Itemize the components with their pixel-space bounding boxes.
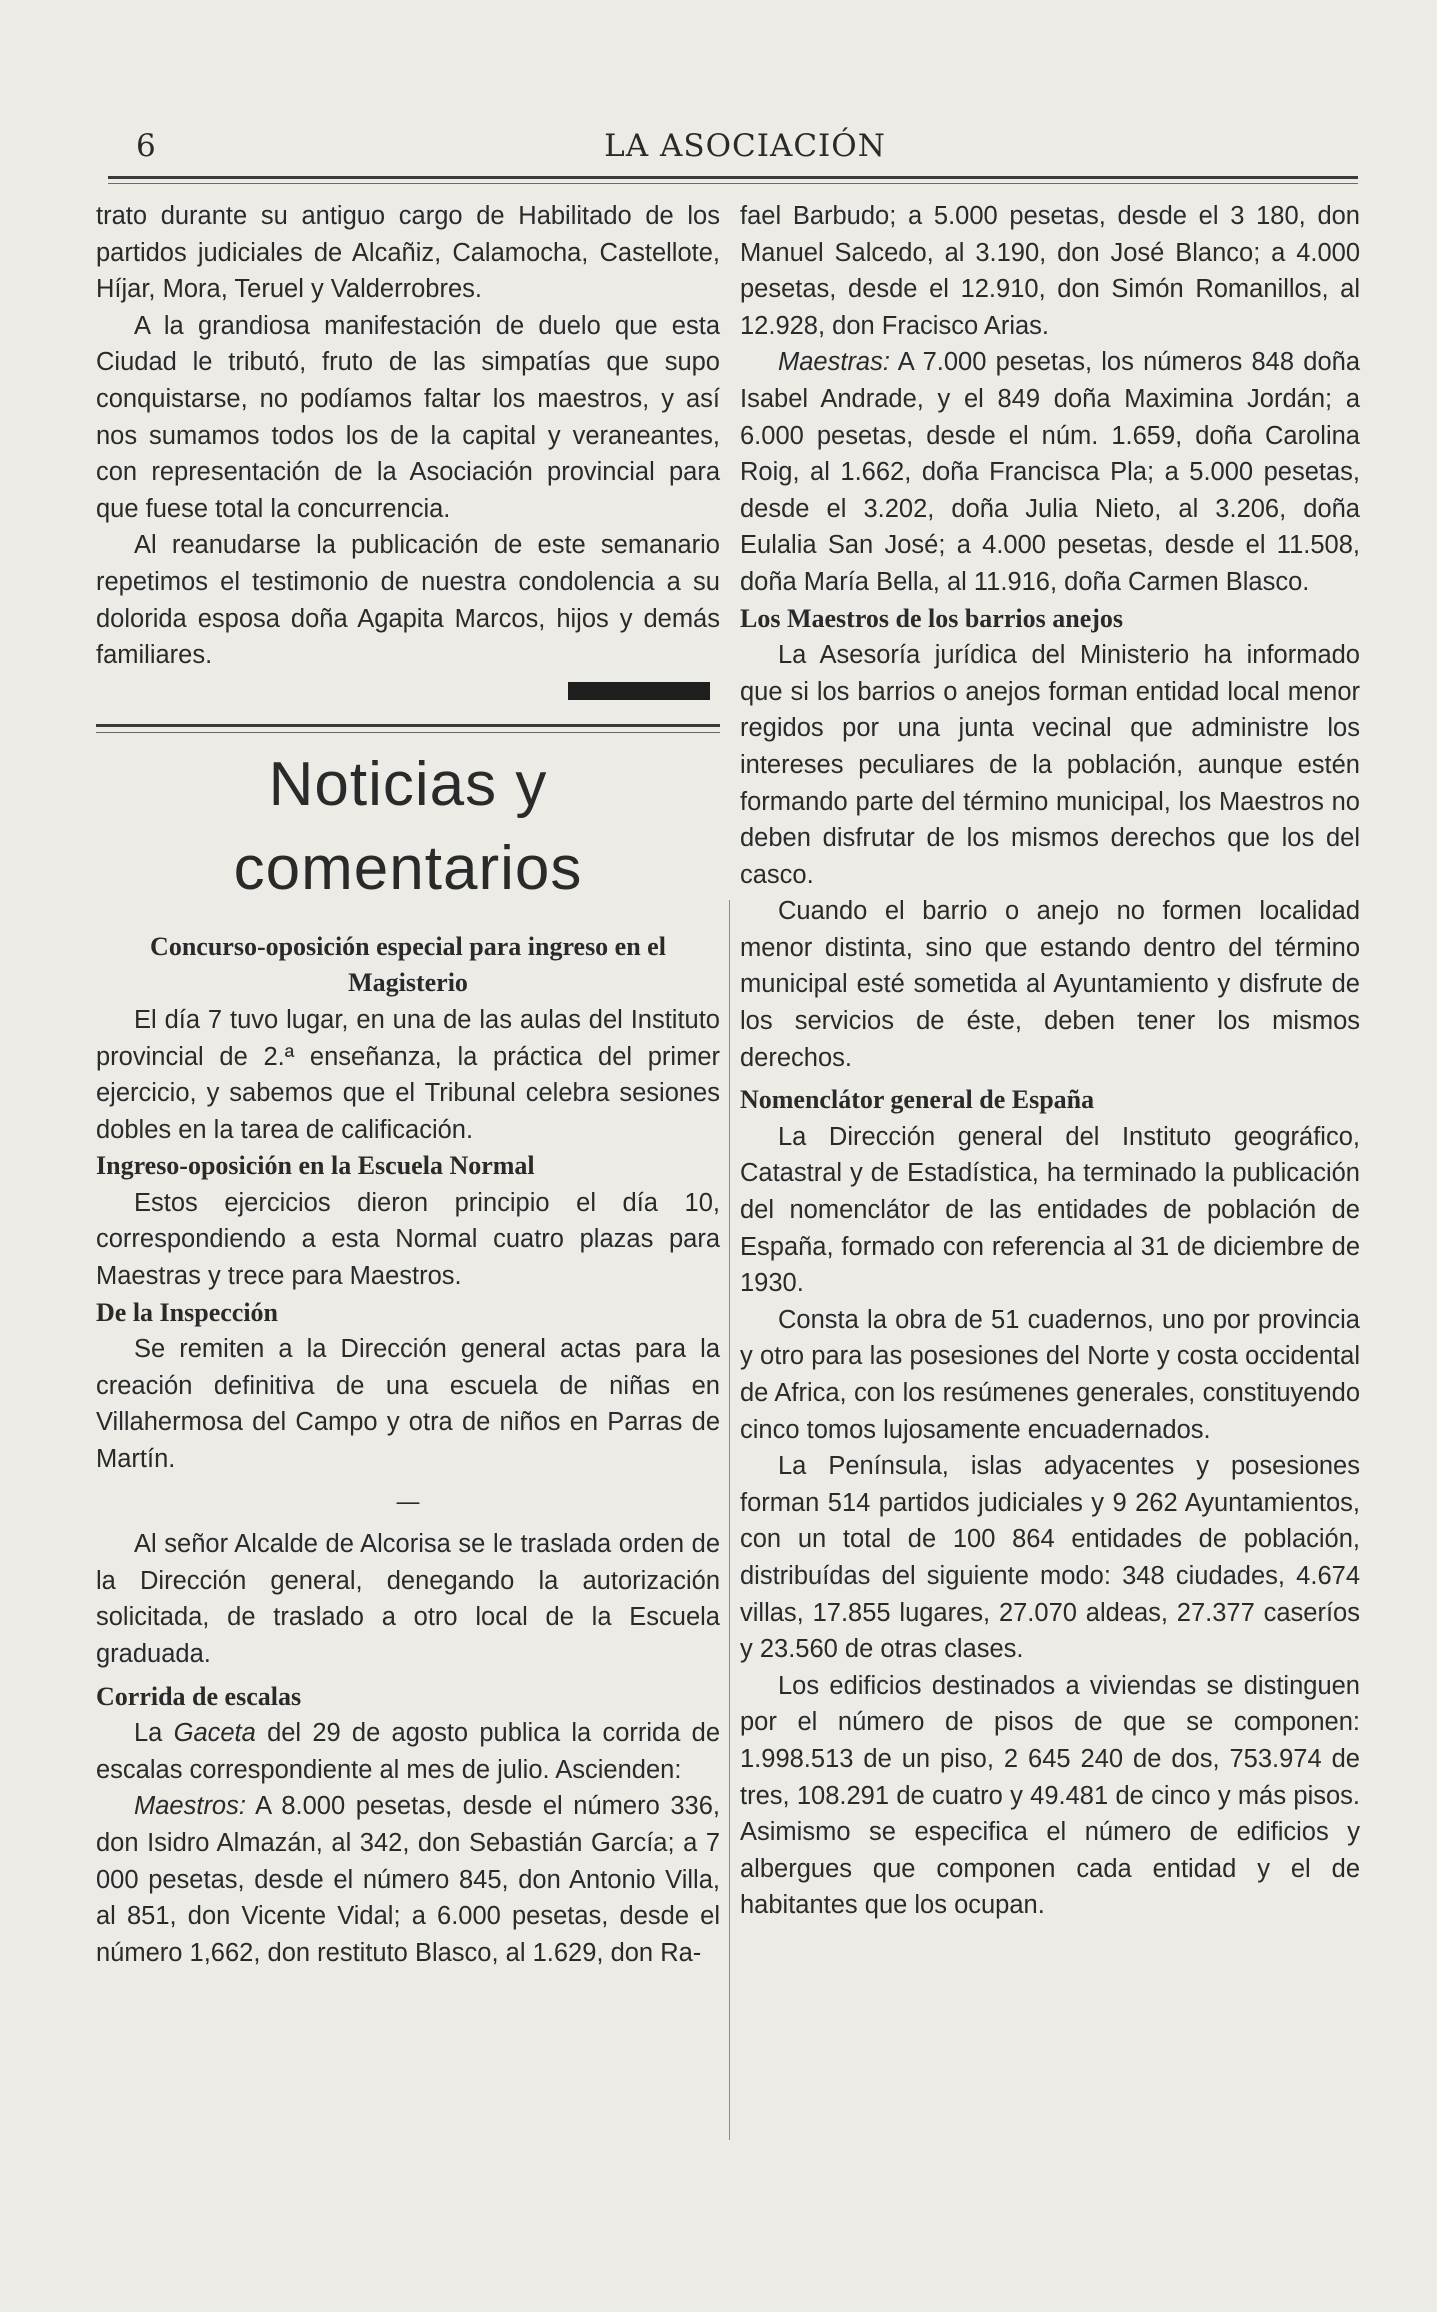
column-divider [729, 900, 730, 2140]
separator-dash: — [395, 1486, 421, 1516]
heading-ingreso-oposicion: Ingreso-oposición en la Escuela Normal [96, 1151, 535, 1181]
paragraph-inspeccion: Se remiten a la Dirección general actas para la creación definitiva de una escuela de niñas en Villahermosa del Campo y otra de niños en Parras de Martín. [96, 1335, 720, 1474]
maestros-label: Maestros: [134, 1792, 246, 1821]
paragraph-barrio-anejo: Cuando el barrio o anejo no formen localidad menor distinta, sino que estando dentro del término municipal esté sometida al Ayuntamiento y disfrute de los servicios de éste, deben tener los mismos derechos. [740, 897, 1360, 1072]
left-column [96, 198, 720, 1971]
gaceta-italic: Gaceta [173, 1719, 256, 1748]
paragraph-maestros-continued: fael Barbudo; a 5.000 pesetas, desde el 3 180, don Manuel Salcedo, al 3.190, don José Blanco; a 4.000 pesetas, desde el 12.910, don Simón Romanillos, al 12.928, don Fracisco Arias. [740, 202, 1360, 340]
paragraph-concurso: El día 7 tuvo lugar, en una de las aulas del Instituto provincial de 2.ª enseñanza, la práctica del primer ejercicio, y sabemos que el Tribunal celebra sesiones dobles en la tarea de calificación. [96, 1005, 720, 1144]
paragraph-alcorisa: Al señor Alcalde de Alcorisa se le traslada orden de la Dirección general, denegando la autorización solicitada, de traslado a otro local de la Escuela graduada. [96, 1530, 720, 1668]
page-header [130, 126, 1360, 174]
paragraph-maestros: Maestros: A 8.000 pesetas, desde el número 336, don Isidro Almazán, al 342, don Sebastián García; a 7 000 pesetas, desde el número 845, don Antonio Villa, al 851, don Vicente Vidal; a 6.000 pesetas, desde el número 1,662, don restituto Blasco, al 1.629, don Ra- [96, 1792, 720, 1967]
end-of-article-bar [568, 682, 710, 700]
heading-barrios-anejos: Los Maestros de los barrios anejos [740, 603, 1124, 633]
obituary-paragraph-1: trato durante su antiguo cargo de Habilitado de los partidos judiciales de Alcañiz, Calamocha, Castellote, Híjar, Mora, Teruel y Valderrobres. [96, 202, 720, 304]
paragraph-peninsula: La Península, islas adyacentes y posesiones forman 514 partidos judiciales y 9 262 Ayuntamientos, con un total de 100 864 entidades de población, distribuídas del siguiente modo: 348 ciudades, 4.674 villas, 17.855 lugares, 27.070 aldeas, 27.377 caseríos y 23.560 de otras clases. [740, 1452, 1360, 1664]
maestras-label: Maestras: [778, 348, 890, 377]
obituary-paragraph-3: Al reanudarse la publicación de este semanario repetimos el testimonio de nuestra condolencia a su dolorida esposa doña Agapita Marcos, hijos y demás familiares. [96, 531, 720, 670]
section-divider-rule-thin [96, 732, 720, 733]
paragraph-ingreso: Estos ejercicios dieron principio el día 10, correspondiendo a esta Normal cuatro plazas para Maestras y trece para Maestros. [96, 1188, 720, 1291]
right-column [740, 198, 1360, 1924]
heading-inspeccion: De la Inspección [96, 1297, 278, 1327]
obituary-paragraph-2: A la grandiosa manifestación de duelo que esta Ciudad le tributó, fruto de las simpatías que supo conquistarse, no podíamos faltar los maestros, y así nos sumamos todos los de la capital y veraneantes, con representación de la Asociación provincial para que fuese total la concurrencia. [96, 311, 720, 523]
running-title: LA ASOCIACIÓN [604, 128, 886, 164]
heading-corrida-escalas: Corrida de escalas [96, 1681, 302, 1711]
paragraph-maestras: Maestras: A 7.000 pesetas, los números 848 doña Isabel Andrade, y el 849 doña Maximina Jordán; a 6.000 pesetas, desde el núm. 1.659, doña Carolina Roig, al 1.662, doña Francisca Pla; a 5.000 pesetas, desde el 3.202, doña Julia Nieto, al 3.206, doña Eulalia San José; a 4.000 pesetas, desde el 11.508, doña María Bella, al 11.916, doña Carmen Blasco. [740, 348, 1360, 596]
header-rule-thin [108, 183, 1358, 184]
paragraph-cuadernos: Consta la obra de 51 cuadernos, uno por provincia y otro para las posesiones del Norte y costa occidental de Africa, con los resúmenes generales, constituyendo cinco tomos lujosamente encuadernados. [740, 1305, 1360, 1444]
heading-nomenclator: Nomenclátor general de España [740, 1085, 1095, 1115]
header-rule [108, 176, 1358, 179]
paragraph-edificios: Los edificios destinados a viviendas se distinguen por el número de pisos de que se componen: 1.998.513 de un piso, 2 645 240 de dos, 753.974 de tres, 108.291 de cuatro y 49.481 de cinco y más pisos. Asimismo se especifica el número de edificios y albergues que componen cada entidad y el de habitantes que los ocupan. [740, 1671, 1360, 1920]
paragraph-asesoria: La Asesoría jurídica del Ministerio ha informado que si los barrios o anejos forman entidad local menor regidos por una junta vecinal que administre los intereses peculiares de la población, aunque estén formando parte del término municipal, los Maestros no deben disfrutar de los mismos derechos que los del casco. [740, 641, 1360, 889]
heading-concurso-oposicion: Concurso-oposición especial para ingreso en el Magisterio [150, 931, 666, 998]
paragraph-gaceta: La Gaceta del 29 de agosto publica la corrida de escalas correspondiente al mes de julio. Ascienden: [96, 1719, 720, 1784]
page-number: 6 [136, 128, 156, 164]
paragraph-direccion-general: La Dirección general del Instituto geográfico, Catastral y de Estadística, ha terminado la publicación del nomenclátor de las entidades de población de España, formado con referencia al 31 de diciembre de 1930. [740, 1122, 1360, 1298]
section-title: Noticias y comentarios [233, 749, 583, 903]
section-divider-rule [96, 724, 720, 727]
